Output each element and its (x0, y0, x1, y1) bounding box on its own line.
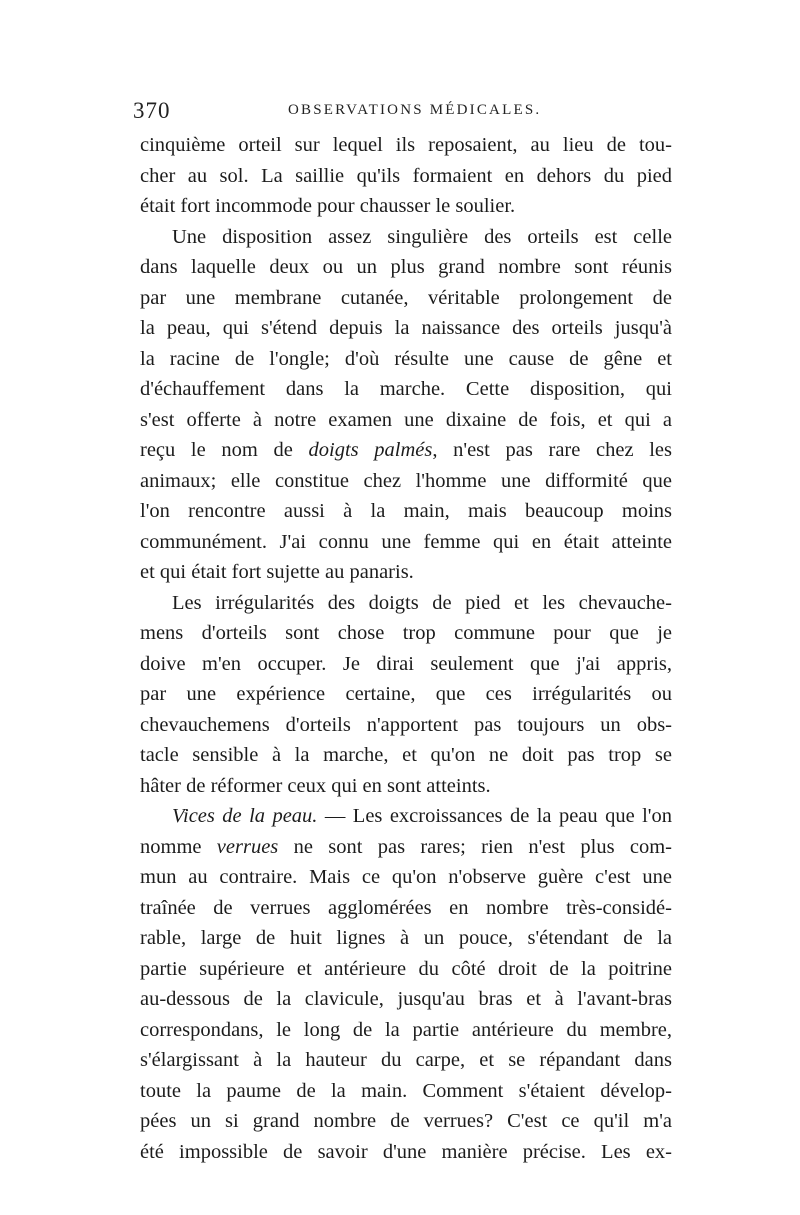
text-line: la racine de l'ongle; d'où résulte une cause de gêne et (140, 347, 672, 370)
text-line: l'on rencontre aussi à la main, mais beaucoup moins (140, 500, 672, 522)
text-line: communément. J'ai connu une femme qui en était atteinte (140, 530, 672, 553)
text-line: chevauchemens d'orteils n'apportent pas toujours un obs- (140, 713, 672, 736)
text-line: et qui était fort sujette au panaris. (140, 561, 414, 583)
text-line: cinquième orteil sur lequel ils reposaient, au lieu de tou- (140, 134, 672, 156)
page-header (133, 98, 673, 128)
running-head: OBSERVATIONS MÉDICALES. (288, 102, 542, 118)
text-line: s'est offerte à notre examen une dixaine de fois, et qui a (140, 408, 672, 431)
text-line: la peau, qui s'étend depuis la naissance des orteils jusqu'à (140, 317, 672, 339)
page-number: 370 (133, 98, 171, 123)
text-line: cher au sol. La saillie qu'ils formaient en dehors du pied (140, 164, 672, 187)
text-line: Une disposition assez singulière des orteils est celle (172, 225, 672, 248)
text-line: au-dessous de la clavicule, jusqu'au bras et à l'avant-bras (140, 988, 672, 1010)
italic-term: doigts palmés (308, 439, 433, 461)
text-line: Les irrégularités des doigts de pied et les chevauche- (172, 591, 672, 614)
text-line: hâter de réformer ceux qui en sont atteints. (140, 774, 491, 797)
italic-term: Vices de la peau. (172, 805, 318, 827)
text-line: mens d'orteils sont chose trop commune pour que je (140, 622, 672, 644)
text-line: toute la paume de la main. Comment s'étaient dévelop- (140, 1079, 672, 1102)
italic-term: verrues (216, 835, 279, 858)
text-line: traînée de verrues agglomérées en nombre très-considé- (140, 896, 672, 919)
text-line: d'échauffement dans la marche. Cette disposition, qui (140, 378, 672, 400)
text-line: par une membrane cutanée, véritable prolongement de (140, 286, 672, 309)
body-text (140, 130, 672, 1167)
text-line: reçu le nom de doigts palmés, n'est pas rare chez les (140, 439, 672, 461)
text-line: été impossible de savoir d'une manière précise. Les ex- (140, 1140, 672, 1163)
text-line: tacle sensible à la marche, et qu'on ne doit pas trop se (140, 744, 672, 766)
text-line: animaux; elle constitue chez l'homme une difformité que (140, 469, 672, 492)
text-line: correspondans, le long de la partie antérieure du membre, (140, 1018, 672, 1041)
text-line: pées un si grand nombre de verrues? C'est ce qu'il m'a (140, 1110, 672, 1132)
text-line: était fort incommode pour chausser le soulier. (140, 195, 516, 217)
text-line: par une expérience certaine, que ces irrégularités ou (140, 683, 672, 705)
text-line: nomme verrues ne sont pas rares; rien n'est plus com- (140, 835, 672, 858)
text-line: partie supérieure et antérieure du côté droit de la poitrine (140, 957, 672, 980)
text-line: Vices de la peau. — Les excroissances de la peau que l'on (172, 805, 672, 827)
text-line: s'élargissant à la hauteur du carpe, et se répandant dans (140, 1049, 672, 1071)
text-line: mun au contraire. Mais ce qu'on n'observe guère c'est une (140, 866, 672, 888)
text-line: doive m'en occuper. Je dirai seulement que j'ai appris, (140, 652, 672, 675)
text-line: rable, large de huit lignes à un pouce, s'étendant de la (140, 927, 672, 949)
text-line: dans laquelle deux ou un plus grand nombre sont réunis (140, 256, 672, 278)
